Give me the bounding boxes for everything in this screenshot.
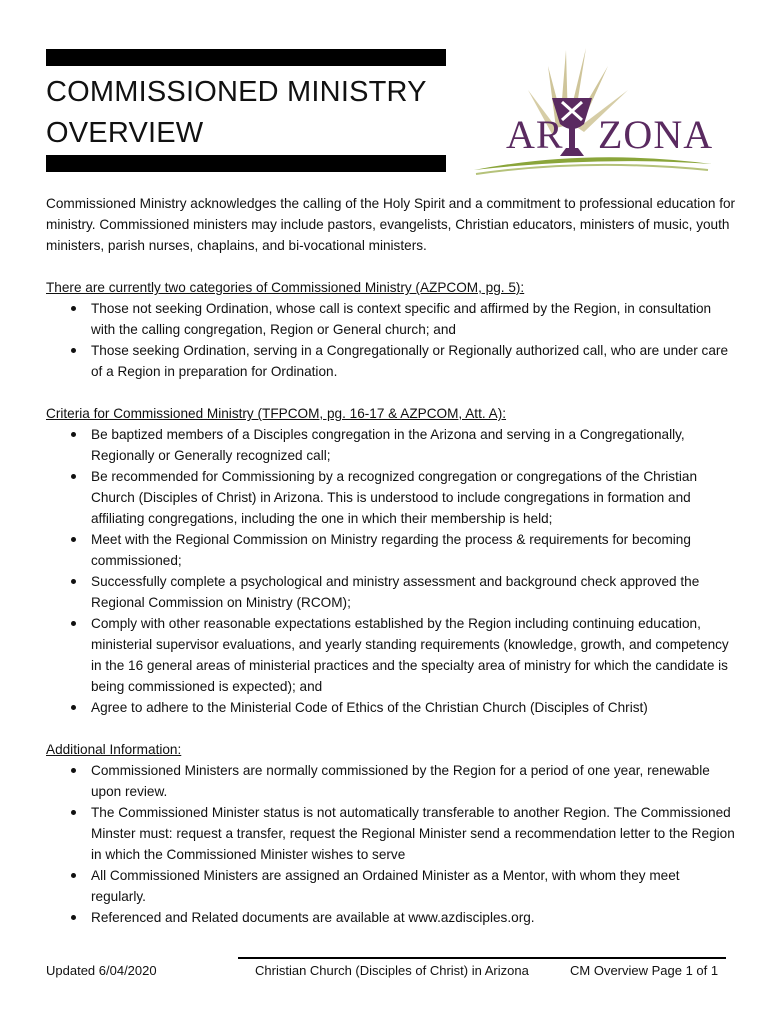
list-item: Successfully complete a psychological and ministry assessment and background check approved the Regional Commission on Ministry (RCOM); xyxy=(46,571,736,613)
logo-text-right: ZONA xyxy=(598,112,714,157)
section-heading: Additional Information: xyxy=(46,742,182,757)
bullet-list xyxy=(46,424,736,718)
section-additional-info xyxy=(46,739,736,928)
document-body xyxy=(46,193,736,949)
section-heading: There are currently two categories of Commissioned Ministry (AZPCOM, pg. 5): xyxy=(46,280,525,295)
list-item: The Commissioned Minister status is not automatically transferable to another Region. The Commissioned Minster must: request a transfer, request the Regional Minister send a recommendation letter to the Region in which the Commissioned Minister wishes to serve xyxy=(46,802,736,865)
bullet-list xyxy=(46,760,736,928)
bottom-rule xyxy=(46,155,446,172)
section-heading: Criteria for Commissioned Ministry (TFPCOM, pg. 16-17 & AZPCOM, Att. A): xyxy=(46,406,507,421)
section-criteria xyxy=(46,403,736,718)
list-item: Referenced and Related documents are available at www.azdisciples.org. xyxy=(46,907,736,928)
list-item: Those not seeking Ordination, whose call is context specific and affirmed by the Region, in consultation with the calling congregation, Region or General church; and xyxy=(46,298,736,340)
arizona-logo xyxy=(468,44,728,184)
logo-text-left: AR xyxy=(506,112,564,157)
list-item: Be baptized members of a Disciples congregation in the Arizona and serving in a Congregationally, Regionally or Generally recognized call; xyxy=(46,424,736,466)
title-line-1: COMMISSIONED MINISTRY xyxy=(46,76,427,108)
footer-updated-date: Updated 6/04/2020 xyxy=(46,963,157,978)
bullet-list xyxy=(46,298,736,382)
page-title xyxy=(46,72,466,154)
list-item: Comply with other reasonable expectations established by the Region including continuing education, ministerial supervisor evaluations, and yearly standing requirements (knowledge, growth, and competency in the 16 general areas of ministerial practices and the specialty area of ministry for which the candidate is being commissioned is expected); and xyxy=(46,613,736,697)
top-rule xyxy=(46,49,446,66)
title-line-2: OVERVIEW xyxy=(46,117,204,149)
list-item: Agree to adhere to the Ministerial Code of Ethics of the Christian Church (Disciples of Christ) xyxy=(46,697,736,718)
footer-organization: Christian Church (Disciples of Christ) in Arizona xyxy=(255,963,529,978)
list-item: All Commissioned Ministers are assigned an Ordained Minister as a Mentor, with whom they meet regularly. xyxy=(46,865,736,907)
footer-rule xyxy=(238,957,726,959)
footer-page-number: CM Overview Page 1 of 1 xyxy=(570,963,719,978)
section-categories xyxy=(46,277,736,382)
list-item: Meet with the Regional Commission on Ministry regarding the process & requirements for becoming commissioned; xyxy=(46,529,736,571)
list-item: Commissioned Ministers are normally commissioned by the Region for a period of one year, renewable upon review. xyxy=(46,760,736,802)
list-item: Those seeking Ordination, serving in a Congregationally or Regionally authorized call, who are under care of a Region in preparation for Ordination. xyxy=(46,340,736,382)
intro-paragraph: Commissioned Ministry acknowledges the calling of the Holy Spirit and a commitment to professional education for ministry. Commissioned ministers may include pastors, evangelists, Christian educators, ministers of music, youth ministers, parish nurses, chaplains, and bi-vocational ministers. xyxy=(46,196,736,253)
list-item: Be recommended for Commissioning by a recognized congregation or congregations of the Christian Church (Disciples of Christ) in Arizona. This is understood to include congregations in formation and affiliating congregations, including the one in which their membership is held; xyxy=(46,466,736,529)
